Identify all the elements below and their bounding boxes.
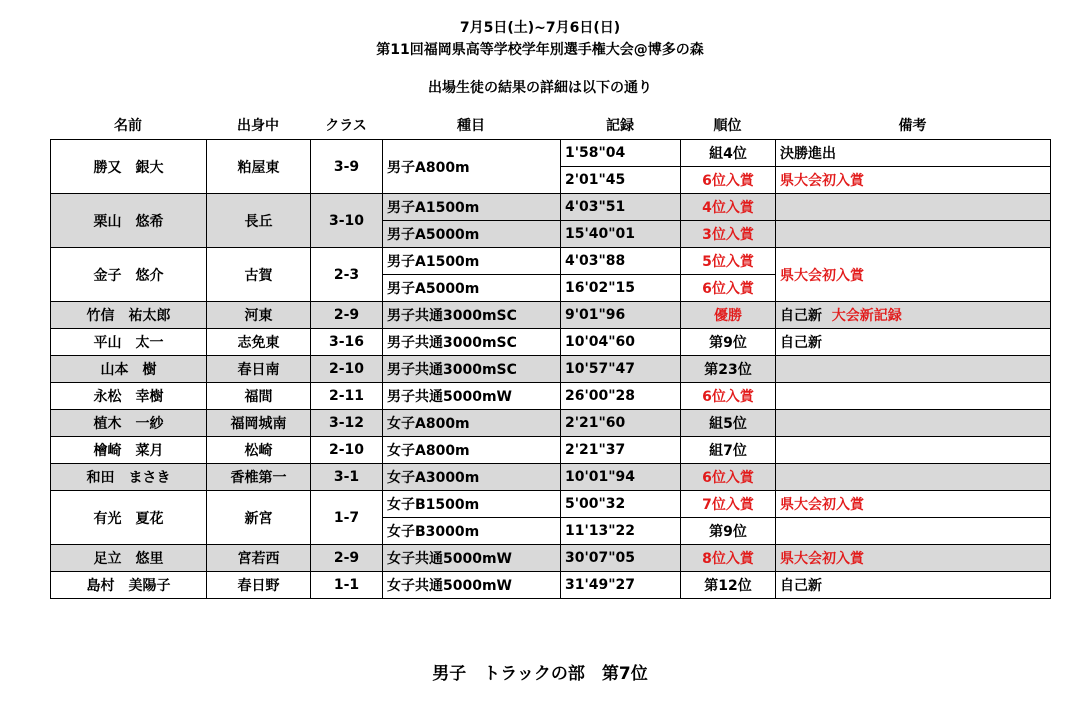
table-row xyxy=(51,248,1051,275)
event-cell: 女子A3000m xyxy=(383,464,561,491)
class-cell: 1-1 xyxy=(311,572,383,599)
table-row xyxy=(51,410,1051,437)
record-cell: 4'03"88 xyxy=(561,248,681,275)
header-dates: 7月5日(土)~7月6日(日) xyxy=(459,20,621,36)
athlete-name: 永松 幸樹 xyxy=(51,383,207,410)
class-cell: 3-9 xyxy=(311,140,383,194)
athlete-name: 植木 一紗 xyxy=(51,410,207,437)
col-header-notes: 備考 xyxy=(898,118,927,134)
rank-cell: 8位入賞 xyxy=(681,545,776,572)
school-cell: 粕屋東 xyxy=(207,140,311,194)
class-cell: 2-3 xyxy=(311,248,383,302)
note-cell: 自己新 xyxy=(776,329,1051,356)
rank-cell: 組4位 xyxy=(681,140,776,167)
event-cell: 女子A800m xyxy=(383,437,561,464)
school-cell: 新宮 xyxy=(207,491,311,545)
athlete-name: 平山 太一 xyxy=(51,329,207,356)
results-table xyxy=(50,139,1051,599)
event-cell: 女子B1500m xyxy=(383,491,561,518)
note-cell: 自己新 xyxy=(776,572,1051,599)
col-header-class: クラス xyxy=(325,118,367,134)
school-cell: 松崎 xyxy=(207,437,311,464)
event-cell: 男子A1500m xyxy=(383,194,561,221)
header-event-title: 第11回福岡県高等学校学年別選手権大会@博多の森 xyxy=(376,42,704,58)
rank-cell: 第9位 xyxy=(681,518,776,545)
event-cell: 男子A1500m xyxy=(383,248,561,275)
class-cell: 2-10 xyxy=(311,356,383,383)
athlete-name: 有光 夏花 xyxy=(51,491,207,545)
school-cell: 香椎第一 xyxy=(207,464,311,491)
note-cell xyxy=(776,437,1051,464)
record-cell: 2'21"37 xyxy=(561,437,681,464)
record-cell: 11'13"22 xyxy=(561,518,681,545)
record-cell: 31'49"27 xyxy=(561,572,681,599)
note-cell xyxy=(776,302,1051,329)
note-cell xyxy=(776,518,1051,545)
rank-cell: 4位入賞 xyxy=(681,194,776,221)
athlete-name: 金子 悠介 xyxy=(51,248,207,302)
table-row xyxy=(51,464,1051,491)
note-text: 自己新 xyxy=(780,308,822,324)
record-cell: 5'00"32 xyxy=(561,491,681,518)
school-cell: 河東 xyxy=(207,302,311,329)
col-header-event: 種目 xyxy=(457,118,485,134)
school-cell: 宮若西 xyxy=(207,545,311,572)
school-cell: 古賀 xyxy=(207,248,311,302)
note-cell xyxy=(776,356,1051,383)
record-cell: 10'01"94 xyxy=(561,464,681,491)
rank-cell: 第12位 xyxy=(681,572,776,599)
athlete-name: 檜崎 菜月 xyxy=(51,437,207,464)
table-row xyxy=(51,329,1051,356)
col-header-name: 名前 xyxy=(114,118,142,134)
record-cell: 10'04"60 xyxy=(561,329,681,356)
header-subtitle: 出場生徒の結果の詳細は以下の通り xyxy=(428,80,652,96)
event-cell: 男子A5000m xyxy=(383,275,561,302)
record-cell: 15'40"01 xyxy=(561,221,681,248)
athlete-name: 栗山 悠希 xyxy=(51,194,207,248)
athlete-name: 勝又 銀大 xyxy=(51,140,207,194)
rank-cell: 優勝 xyxy=(681,302,776,329)
col-header-rank: 順位 xyxy=(713,118,742,134)
rank-cell: 第9位 xyxy=(681,329,776,356)
school-cell: 志免東 xyxy=(207,329,311,356)
event-cell: 女子B3000m xyxy=(383,518,561,545)
note-cell: 県大会初入賞 xyxy=(776,545,1051,572)
class-cell: 1-7 xyxy=(311,491,383,545)
record-cell: 2'21"60 xyxy=(561,410,681,437)
note-cell xyxy=(776,383,1051,410)
rank-cell: 組7位 xyxy=(681,437,776,464)
note-cell xyxy=(776,221,1051,248)
footer-summary: 男子 トラックの部 第7位 xyxy=(432,664,648,684)
event-cell: 男子A5000m xyxy=(383,221,561,248)
rank-cell: 3位入賞 xyxy=(681,221,776,248)
table-row xyxy=(51,383,1051,410)
school-cell: 長丘 xyxy=(207,194,311,248)
record-cell: 1'58"04 xyxy=(561,140,681,167)
table-row xyxy=(51,302,1051,329)
athlete-name: 山本 樹 xyxy=(51,356,207,383)
school-cell: 春日野 xyxy=(207,572,311,599)
athlete-name: 足立 悠里 xyxy=(51,545,207,572)
col-header-record: 記録 xyxy=(606,118,634,134)
class-cell: 3-1 xyxy=(311,464,383,491)
table-row xyxy=(51,491,1051,518)
record-cell: 2'01"45 xyxy=(561,167,681,194)
rank-cell: 6位入賞 xyxy=(681,383,776,410)
table-row xyxy=(51,572,1051,599)
class-cell: 2-9 xyxy=(311,545,383,572)
record-cell: 30'07"05 xyxy=(561,545,681,572)
school-cell: 福間 xyxy=(207,383,311,410)
note-cell: 決勝進出 xyxy=(776,140,1051,167)
event-cell: 男子A800m xyxy=(383,140,561,194)
event-cell: 男子共通3000mSC xyxy=(383,329,561,356)
school-cell: 福岡城南 xyxy=(207,410,311,437)
class-cell: 2-9 xyxy=(311,302,383,329)
note-cell xyxy=(776,464,1051,491)
school-cell: 春日南 xyxy=(207,356,311,383)
rank-cell: 7位入賞 xyxy=(681,491,776,518)
class-cell: 2-11 xyxy=(311,383,383,410)
athlete-name: 竹信 祐太郎 xyxy=(51,302,207,329)
note-cell xyxy=(776,194,1051,221)
class-cell: 3-12 xyxy=(311,410,383,437)
note-cell: 県大会初入賞 xyxy=(776,167,1051,194)
note-cell xyxy=(776,410,1051,437)
record-cell: 10'57"47 xyxy=(561,356,681,383)
table-row xyxy=(51,194,1051,221)
rank-cell: 組5位 xyxy=(681,410,776,437)
note-cell: 県大会初入賞 xyxy=(776,491,1051,518)
record-cell: 9'01"96 xyxy=(561,302,681,329)
table-row xyxy=(51,356,1051,383)
note-highlight: 大会新記録 xyxy=(831,308,902,324)
athlete-name: 和田 まさき xyxy=(51,464,207,491)
rank-cell: 6位入賞 xyxy=(681,167,776,194)
rank-cell: 5位入賞 xyxy=(681,248,776,275)
event-cell: 男子共通3000mSC xyxy=(383,302,561,329)
class-cell: 3-10 xyxy=(311,194,383,248)
table-row xyxy=(51,140,1051,167)
event-cell: 女子A800m xyxy=(383,410,561,437)
table-row xyxy=(51,437,1051,464)
note-cell: 県大会初入賞 xyxy=(776,248,1051,302)
class-cell: 3-16 xyxy=(311,329,383,356)
event-cell: 女子共通5000mW xyxy=(383,572,561,599)
event-cell: 男子共通5000mW xyxy=(383,383,561,410)
col-header-school: 出身中 xyxy=(237,118,279,134)
record-cell: 4'03"51 xyxy=(561,194,681,221)
rank-cell: 6位入賞 xyxy=(681,275,776,302)
record-cell: 26'00"28 xyxy=(561,383,681,410)
class-cell: 2-10 xyxy=(311,437,383,464)
rank-cell: 第23位 xyxy=(681,356,776,383)
rank-cell: 6位入賞 xyxy=(681,464,776,491)
event-cell: 女子共通5000mW xyxy=(383,545,561,572)
table-row xyxy=(51,545,1051,572)
event-cell: 男子共通3000mSC xyxy=(383,356,561,383)
record-cell: 16'02"15 xyxy=(561,275,681,302)
athlete-name: 島村 美陽子 xyxy=(51,572,207,599)
